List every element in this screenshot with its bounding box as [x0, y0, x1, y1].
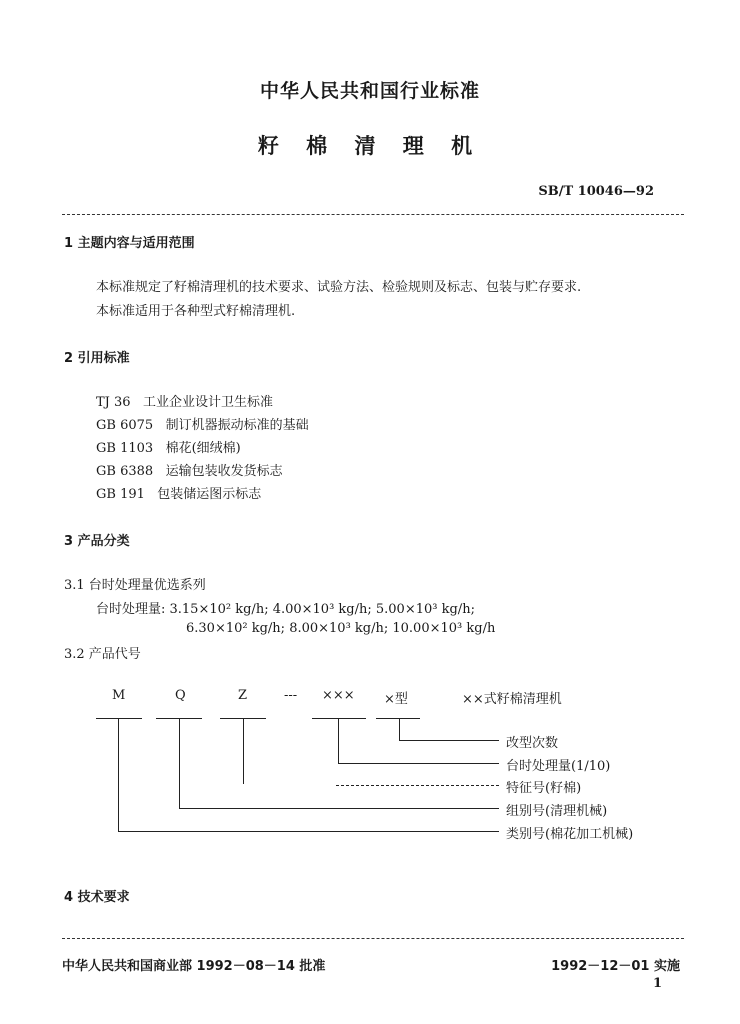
leader-vertical-model: [399, 718, 400, 740]
leader-vertical-capacity: [338, 718, 339, 763]
underline-m: [96, 718, 142, 719]
label-group-code: 组别号(清理机械): [506, 804, 608, 819]
reference-code: GB 6075: [96, 418, 154, 433]
leader-horizontal-m: [118, 831, 499, 832]
underline-model: [376, 718, 420, 719]
label-revision-count: 改型次数: [506, 736, 559, 751]
reference-item: [96, 437, 241, 456]
leader-vertical-m: [118, 718, 119, 831]
leader-vertical-q: [179, 718, 180, 808]
label-category-code: 类别号(棉花加工机械): [506, 827, 634, 842]
reference-code: GB 1103: [96, 441, 154, 456]
code-separator: ---: [284, 688, 298, 703]
reference-title: 运输包装收发货标志: [165, 464, 283, 479]
section-2-heading: 2 引用标准: [64, 351, 130, 366]
label-throughput: 台时处理量(1/10): [506, 759, 611, 774]
section-1-para-2: 本标准适用于各种型式籽棉清理机.: [96, 304, 296, 319]
underline-capacity: [312, 718, 366, 719]
reference-code: GB 191: [96, 487, 145, 502]
page-number: 1: [652, 976, 662, 991]
reference-title: 制订机器振动标准的基础: [165, 418, 309, 433]
reference-title: 工业企业设计卫生标准: [142, 395, 273, 410]
leader-horizontal-capacity: [338, 763, 499, 764]
footer-issuer: 中华人民共和国商业部 1992－08－14 批准: [62, 959, 326, 974]
section-3-1-heading: 3.1 台时处理量优选系列: [64, 578, 206, 593]
reference-title: 包装储运图示标志: [157, 487, 262, 502]
code-model-placeholder: ×型: [384, 692, 408, 707]
code-letter-z: Z: [238, 688, 248, 703]
reference-item: [96, 391, 273, 410]
header-rule: [62, 214, 684, 215]
throughput-line-1: 台时处理量: 3.15×10² kg/h; 4.00×10³ kg/h; 5.00×10³ kg/h;: [96, 602, 475, 617]
code-letter-q: Q: [175, 688, 186, 703]
section-3-2-heading: 3.2 产品代号: [64, 647, 141, 662]
doc-title: 籽 棉 清 理 机: [257, 134, 483, 158]
reference-item: [96, 414, 309, 433]
section-1-heading: 1 主题内容与适用范围: [64, 236, 195, 251]
leader-horizontal-q: [179, 808, 499, 809]
throughput-line-2: 6.30×10² kg/h; 8.00×10³ kg/h; 10.00×10³ kg/h: [186, 621, 496, 636]
footer-effective-date: 1992－12－01 实施: [551, 959, 680, 974]
section-1-para-1: 本标准规定了籽棉清理机的技术要求、试验方法、检验规则及标志、包装与贮存要求.: [96, 280, 582, 295]
org-title: 中华人民共和国行业标准: [259, 80, 480, 102]
standard-number: SB/T 10046—92: [538, 184, 654, 199]
leader-vertical-z: [243, 718, 244, 784]
reference-code: GB 6388: [96, 464, 154, 479]
section-4-heading: 4 技术要求: [64, 890, 130, 905]
code-machine-name: ××式籽棉清理机: [462, 692, 562, 707]
label-feature-code: 特征号(籽棉): [506, 781, 582, 796]
leader-horizontal-model: [399, 740, 499, 741]
footer-rule: [62, 938, 684, 939]
code-capacity-placeholder: ×××: [322, 688, 355, 703]
reference-item: [96, 460, 283, 479]
section-3-heading: 3 产品分类: [64, 534, 130, 549]
code-letter-m: M: [112, 688, 126, 703]
reference-code: TJ 36: [96, 395, 131, 410]
leader-horizontal-feature: [336, 785, 499, 786]
reference-title: 棉花(细绒棉): [165, 441, 241, 456]
reference-item: [96, 483, 261, 502]
